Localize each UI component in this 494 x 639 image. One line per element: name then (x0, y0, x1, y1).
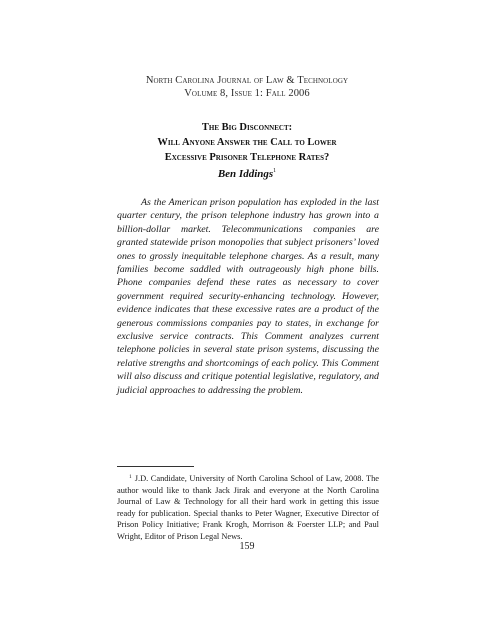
article-title (0, 120, 494, 165)
author-name: Ben Iddings (217, 168, 274, 180)
footnote (117, 472, 379, 542)
journal-name: North Carolina Journal of Law & Technology (145, 75, 349, 86)
author-byline (0, 168, 494, 180)
article-title-line-2: Will Anyone Answer the Call to Lower (157, 137, 337, 148)
journal-header (0, 74, 494, 100)
abstract-paragraph: As the American prison population has exploded in the last quarter century, the prison telephone industry has grown into a billion-dollar market. Telecommunications companies are granted statewide prison monopolies that subject prisoners’ loved ones to grossly inequitable telephone charges. As a result, many families become saddled with outrageously high phone bills. Phone companies defend these rates as necessary to cover government required security-enhancing technology. However, evidence indicates that these excessive rates are a product of the generous commissions companies pay to states, in exchange for exclusive service contracts. This Comment analyzes current telephone policies in several state prison systems, discussing the relative strengths and shortcomings of each policy. This Comment will also discuss and critique potential legislative, regulatory, and judicial approaches to addressing the problem. (117, 197, 379, 396)
author-footnote-reference[interactable]: 1 (273, 168, 277, 174)
footnote-text: J.D. Candidate, University of North Carolina School of Law, 2008. The author would like to thank Jack Jirak and everyone at the North Carolina Journal of Law & Technology for all their hard work in getting this issue ready for publication. Special thanks to Peter Wagner, Executive Director of Prison Policy Initiative; Frank Krogh, Morrison & Foerster LLP; and Paul Wright, Editor of Prison Legal News. (117, 474, 379, 541)
footnote-divider (117, 466, 194, 467)
journal-volume-issue: Volume 8, Issue 1: Fall 2006 (184, 88, 310, 99)
article-title-line-1: The Big Disconnect: (201, 122, 293, 133)
footnote-mark: 1 (129, 474, 132, 480)
page-number: 159 (239, 541, 255, 552)
article-title-line-3: Excessive Prisoner Telephone Rates? (164, 152, 330, 163)
